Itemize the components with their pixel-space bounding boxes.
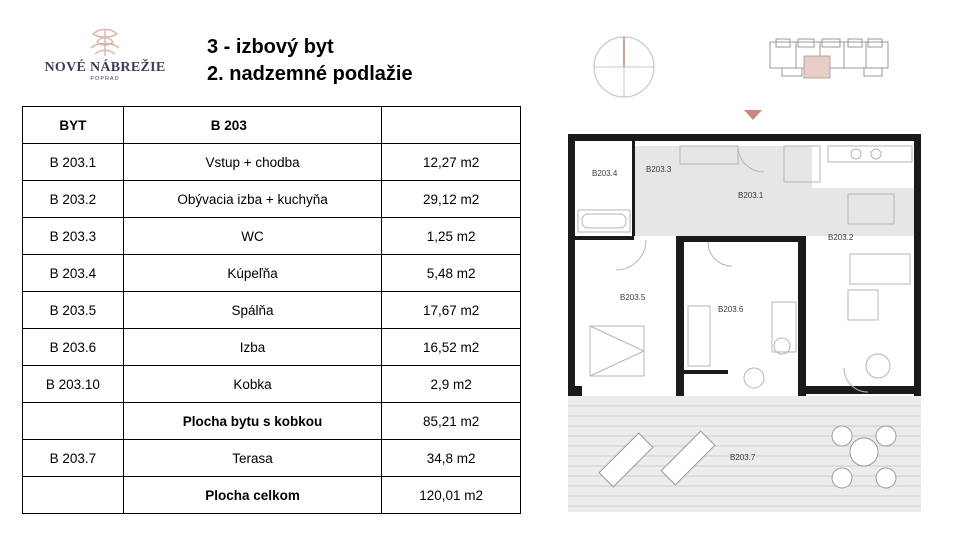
- logo-brand: NOVÉ NÁBREŽIE: [44, 60, 166, 75]
- key-plan-icon: [768, 38, 893, 84]
- compass-icon: [592, 35, 656, 99]
- table-row: [23, 403, 521, 440]
- room-name-cell: Izba: [123, 329, 382, 366]
- table-header-cell: [382, 107, 521, 144]
- table-header-cell: B 203: [123, 107, 382, 144]
- table-row: [23, 477, 521, 514]
- room-area-cell: 120,01 m2: [382, 477, 521, 514]
- room-name-cell: Obývacia izba + kuchyňa: [123, 181, 382, 218]
- floor-plan: [558, 106, 933, 524]
- label-b203-5: B203.5: [620, 293, 646, 302]
- room-code-cell: B 203.7: [23, 440, 124, 477]
- label-b203-3: B203.3: [646, 165, 672, 174]
- room-area-cell: 2,9 m2: [382, 366, 521, 403]
- room-area-cell: 85,21 m2: [382, 403, 521, 440]
- room-area-cell: 17,67 m2: [382, 292, 521, 329]
- room-name-cell: Kúpeľňa: [123, 255, 382, 292]
- label-b203-6: B203.6: [718, 305, 744, 314]
- page-title: [207, 34, 413, 88]
- logo-city: POPRAD: [90, 76, 120, 82]
- room-name-cell: Terasa: [123, 440, 382, 477]
- room-name-cell: Vstup + chodba: [123, 144, 382, 181]
- table-row: [23, 292, 521, 329]
- table-header-cell: BYT: [23, 107, 124, 144]
- rooms-table: [22, 106, 521, 514]
- table-row: [23, 218, 521, 255]
- table-row: [23, 329, 521, 366]
- room-code-cell: [23, 403, 124, 440]
- title-floor: 2. nadzemné podlažie: [207, 63, 413, 85]
- room-area-cell: 1,25 m2: [382, 218, 521, 255]
- room-name-cell: Kobka: [123, 366, 382, 403]
- label-b203-2: B203.2: [828, 233, 854, 242]
- title-apartment-type: 3 - izbový byt: [207, 36, 334, 58]
- room-code-cell: B 203.10: [23, 366, 124, 403]
- room-area-cell: 34,8 m2: [382, 440, 521, 477]
- table-row: [23, 144, 521, 181]
- room-area-cell: 12,27 m2: [382, 144, 521, 181]
- room-area-cell: 16,52 m2: [382, 329, 521, 366]
- room-area-cell: 29,12 m2: [382, 181, 521, 218]
- room-area-cell: 5,48 m2: [382, 255, 521, 292]
- room-code-cell: B 203.4: [23, 255, 124, 292]
- room-name-cell: WC: [123, 218, 382, 255]
- table-row: [23, 255, 521, 292]
- room-name-cell: Plocha bytu s kobkou: [123, 403, 382, 440]
- room-name-cell: Spálňa: [123, 292, 382, 329]
- room-code-cell: B 203.5: [23, 292, 124, 329]
- logo: [40, 28, 170, 94]
- table-row: [23, 440, 521, 477]
- room-code-cell: B 203.6: [23, 329, 124, 366]
- room-code-cell: [23, 477, 124, 514]
- table-row: [23, 366, 521, 403]
- room-code-cell: B 203.3: [23, 218, 124, 255]
- room-name-cell: Plocha celkom: [123, 477, 382, 514]
- entrance-arrow-icon: [744, 110, 762, 120]
- room-code-cell: B 203.2: [23, 181, 124, 218]
- label-b203-4: B203.4: [592, 169, 618, 178]
- label-b203-1: B203.1: [738, 191, 764, 200]
- room-code-cell: B 203.1: [23, 144, 124, 181]
- logo-wave-icon: [87, 28, 123, 58]
- table-row: [23, 181, 521, 218]
- table-header-row: [23, 107, 521, 144]
- label-b203-7: B203.7: [730, 453, 756, 462]
